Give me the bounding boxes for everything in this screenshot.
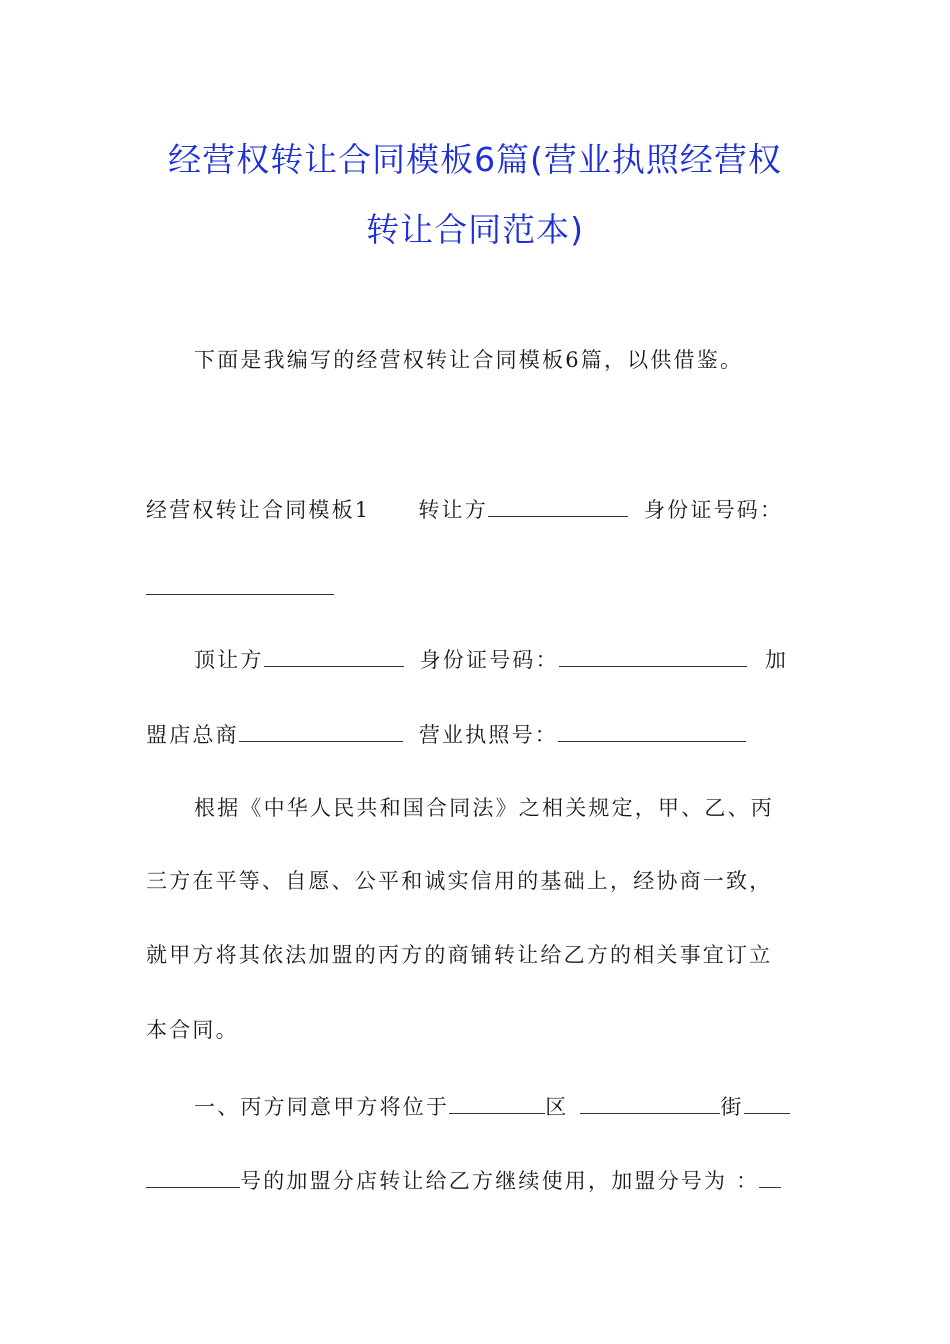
transferor-id-blank: [146, 576, 334, 595]
transferee-blank: [264, 648, 404, 667]
document-title-line-1: 经营权转让合同模板6篇(营业执照经营权: [168, 140, 782, 179]
para1-line-2: 三方在平等、自愿、公平和诚实信用的基础上，经协商一致，: [146, 869, 773, 893]
para1-line-3: 就甲方将其依法加盟的丙方的商铺转让给乙方的相关事宜订立: [146, 943, 773, 967]
clause1-line-1: [194, 1092, 854, 1122]
transferor-id-line: [146, 573, 806, 603]
franchisor-line: [146, 720, 806, 750]
intro-paragraph: 下面是我编写的经营权转让合同模板6篇，以供借鉴。: [194, 348, 744, 372]
clause1-number-blank-a: [744, 1095, 790, 1114]
clause1-street: 街: [720, 1095, 744, 1119]
license-label: 营业执照号：: [418, 723, 559, 747]
transferee-id-blank: [559, 648, 747, 667]
transferor-id-label: 身份证号码：: [643, 498, 784, 522]
clause1-line2-text: 号的加盟分店转让给乙方继续使用，加盟分号为 ：: [240, 1169, 760, 1193]
template1-heading: 经营权转让合同模板1: [146, 498, 371, 522]
clause1-street-blank: [580, 1095, 720, 1114]
transferee-id-label: 身份证号码：: [419, 648, 559, 672]
clause1-location-blank: [449, 1095, 545, 1114]
para1-line-1: 根据《中华人民共和国合同法》之相关规定，甲、乙、丙: [194, 796, 774, 820]
clause1-prefix: 一、丙方同意甲方将位于: [194, 1095, 450, 1119]
license-blank: [558, 723, 746, 742]
document-title-line-2: 转让合同范本): [366, 210, 584, 249]
franchisor-prefix: 加: [764, 648, 789, 672]
franchisor-label: 盟店总商: [146, 723, 239, 747]
clause1-line-2: [146, 1166, 806, 1196]
franchise-number-blank: [759, 1169, 781, 1188]
template1-header-line: [146, 495, 806, 525]
transferee-line: [194, 645, 854, 675]
para1-line-4: 本合同。: [146, 1018, 239, 1042]
transferor-blank: [488, 498, 628, 517]
transferee-label: 顶让方: [194, 648, 264, 672]
clause1-district: 区: [545, 1095, 569, 1119]
clause1-number-blank-b: [146, 1169, 240, 1188]
transferor-label: 转让方: [418, 498, 488, 522]
franchisor-blank: [239, 723, 403, 742]
